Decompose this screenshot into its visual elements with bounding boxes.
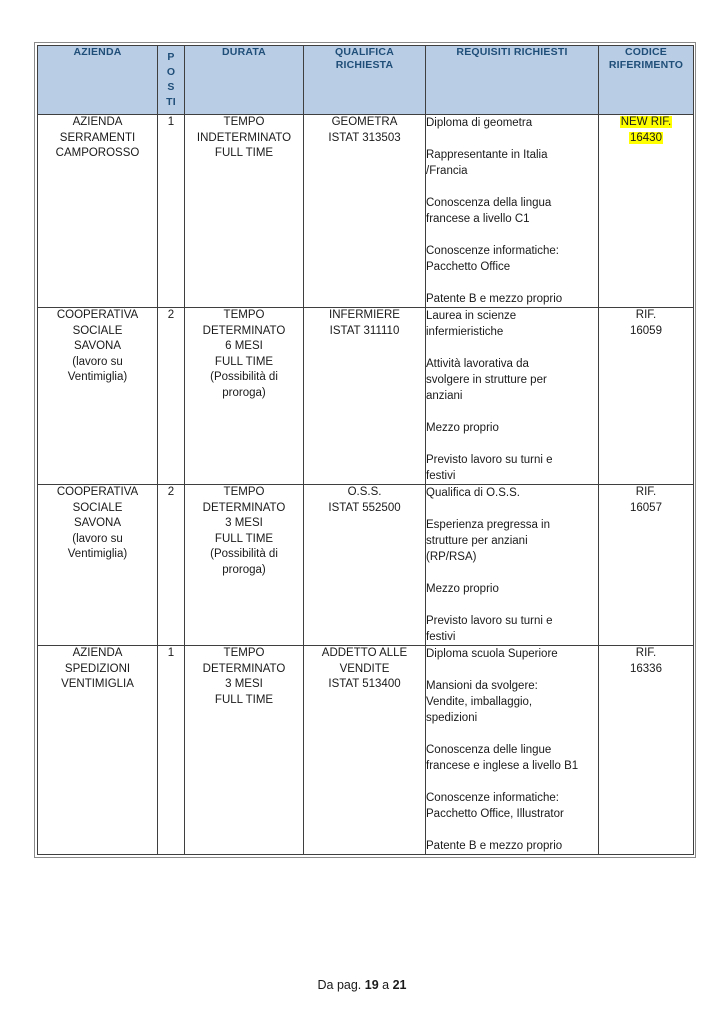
reference-code-line-1: RIF. (635, 647, 657, 659)
requirement-line-3-2: francese a livello C1 (426, 213, 530, 225)
column-header-posti (158, 46, 185, 115)
cell-azienda (38, 646, 158, 855)
column-header-posti-letter-2: O (166, 66, 176, 78)
qualification-line-1: GEOMETRA (331, 116, 398, 128)
company-name-line-1: AZIENDA (72, 116, 123, 128)
contract-duration-line-3: 6 MESI (225, 340, 263, 352)
cell-requisiti (426, 308, 599, 485)
qualification-line-2: ISTAT 313503 (328, 131, 401, 144)
requirement-group (426, 838, 598, 854)
requirement-line-2-1: Esperienza pregressa in (426, 519, 551, 531)
table-header (38, 46, 694, 115)
cell-codice (599, 485, 694, 646)
column-header-codice-line-1: CODICE (624, 46, 668, 58)
cell-posti (158, 485, 185, 646)
cell-azienda (38, 115, 158, 308)
contract-duration-line-5: (Possibilità di (210, 548, 278, 560)
requirement-line-4-2: festivi (426, 470, 456, 482)
qualification-line-2: ISTAT 311110 (329, 324, 400, 337)
requirement-line-4-1: Conoscenze informatiche: (426, 245, 559, 257)
cell-durata (185, 308, 304, 485)
requirement-line-2-3: anziani (426, 390, 463, 402)
column-header-requisiti-label: REQUISITI RICHIESTI (456, 46, 568, 58)
requirement-line-2-2: /Francia (426, 165, 468, 177)
company-name-line-1: COOPERATIVA (56, 486, 139, 498)
qualification-line-1: INFERMIERE (329, 309, 400, 321)
requirement-group (426, 646, 598, 662)
requirement-line-4-2: Pacchetto Office, Illustrator (426, 808, 564, 820)
requirement-line-2-2: Vendite, imballaggio, (426, 696, 533, 708)
page-footer (0, 978, 724, 992)
reference-code-line-1 (599, 115, 693, 131)
company-name-line-5: Ventimiglia) (67, 548, 128, 560)
cell-requisiti (426, 115, 599, 308)
table-row (38, 115, 694, 308)
requirement-line-1-1: Diploma scuola Superiore (426, 648, 558, 660)
contract-duration-line-4: FULL TIME (214, 355, 274, 368)
reference-code-line-2: 16059 (630, 324, 662, 337)
reference-code-line-2: 16336 (630, 662, 662, 675)
contract-duration-line-2: DETERMINATO (202, 324, 286, 337)
table-body (38, 115, 694, 855)
requirement-group (426, 420, 598, 436)
contract-duration-line-1: TEMPO (223, 647, 265, 659)
requirement-line-1-1: Qualifica di O.S.S. (426, 487, 520, 499)
reference-code-line-1: RIF. (635, 486, 657, 498)
company-name-line-3: VENTIMIGLIA (61, 678, 134, 690)
company-name-line-5: Ventimiglia) (67, 371, 128, 383)
requirement-line-5-1: Patente B e mezzo proprio (426, 293, 563, 305)
company-name-line-4: (lavoro su (72, 355, 123, 368)
contract-duration-line-2: DETERMINATO (202, 662, 286, 675)
requirement-group (426, 356, 598, 404)
contract-duration-line-1: TEMPO (223, 309, 265, 321)
column-header-posti-stack (159, 50, 183, 110)
job-listings-table (37, 45, 694, 855)
requirement-group (426, 243, 598, 275)
contract-duration-line-5: (Possibilità di (210, 371, 278, 383)
requirement-line-3-1: Mezzo proprio (426, 422, 499, 434)
requirement-line-4-1: Previsto lavoro su turni e (426, 454, 553, 466)
positions-count: 2 (167, 309, 175, 321)
cell-requisiti (426, 646, 599, 855)
contract-duration-line-2: INDETERMINATO (196, 131, 292, 144)
company-name-line-1: COOPERATIVA (56, 309, 139, 321)
company-name-line-2: SOCIALE (72, 324, 123, 337)
table-row (38, 308, 694, 485)
contract-duration-line-3: 3 MESI (225, 517, 263, 529)
company-name-line-3: SAVONA (73, 340, 122, 352)
requirement-line-1-1: Laurea in scienze (426, 310, 517, 322)
contract-duration-line-3: FULL TIME (214, 147, 274, 159)
requirement-line-5-1: Patente B e mezzo proprio (426, 840, 563, 852)
column-header-posti-letter-1: P (167, 51, 175, 63)
requirement-line-2-3: spedizioni (426, 712, 478, 724)
cell-durata (185, 485, 304, 646)
company-name-line-1: AZIENDA (72, 647, 123, 659)
column-header-codice-line-2: RIFERIMENTO (608, 59, 684, 71)
requirement-group (426, 581, 598, 597)
cell-codice (599, 646, 694, 855)
company-name-line-3: SAVONA (73, 517, 122, 529)
requirement-group (426, 517, 598, 565)
positions-count: 2 (167, 486, 175, 498)
cell-posti (158, 115, 185, 308)
requirement-line-2-3: (RP/RSA) (426, 551, 477, 563)
company-name-line-2: SPEDIZIONI (64, 662, 131, 675)
table-row (38, 485, 694, 646)
reference-code-line-2: 16057 (630, 501, 662, 514)
requirement-group (426, 195, 598, 227)
cell-qualifica (304, 646, 426, 855)
requirement-line-3-1: Conoscenza delle lingue (426, 744, 552, 756)
company-name-line-3: CAMPOROSSO (55, 147, 140, 159)
column-header-durata (185, 46, 304, 115)
highlight-marker: 16430 (630, 131, 662, 144)
column-header-posti-letter-3: S (167, 81, 175, 93)
contract-duration-line-1: TEMPO (223, 116, 265, 128)
requirement-line-1-1: Diploma di geometra (426, 117, 533, 129)
requirement-line-3-2: francese e inglese a livello B1 (426, 760, 579, 772)
requirement-line-2-2: strutture per anziani (426, 535, 528, 547)
table-row (38, 646, 694, 855)
contract-duration-line-6: proroga) (222, 563, 266, 576)
requirement-group (426, 452, 598, 484)
contract-duration-line-2: DETERMINATO (202, 501, 286, 514)
cell-posti (158, 646, 185, 855)
requirement-group (426, 291, 598, 307)
reference-code-line-1: RIF. (635, 309, 657, 321)
cell-qualifica (304, 115, 426, 308)
cell-qualifica (304, 308, 426, 485)
requirement-line-4-2: Pacchetto Office (426, 261, 511, 273)
cell-qualifica (304, 485, 426, 646)
reference-code-line-2 (599, 131, 693, 147)
requirement-line-1-2: infermieristiche (426, 326, 504, 338)
cell-durata (185, 646, 304, 855)
highlight-marker: NEW RIF. (620, 116, 672, 128)
requirement-line-3-1: Mezzo proprio (426, 583, 499, 595)
cell-requisiti (426, 485, 599, 646)
column-header-qualifica-line-2: RICHIESTA (335, 59, 394, 71)
requirement-group (426, 742, 598, 774)
requirement-line-3-1: Conoscenza della lingua (426, 197, 552, 209)
qualification-line-2: VENDITE (339, 662, 390, 675)
qualification-line-1: O.S.S. (347, 486, 382, 498)
cell-azienda (38, 485, 158, 646)
qualification-line-3: ISTAT 513400 (328, 678, 401, 690)
requirement-line-2-1: Rappresentante in Italia (426, 149, 548, 161)
requirement-group (426, 485, 598, 501)
column-header-qualifica (304, 46, 426, 115)
column-header-posti-letter-4: TI (166, 96, 176, 108)
cell-azienda (38, 308, 158, 485)
column-header-azienda-label: AZIENDA (73, 46, 122, 58)
qualification-line-2: ISTAT 552500 (328, 501, 401, 514)
column-header-codice (599, 46, 694, 115)
company-name-line-2: SOCIALE (72, 501, 123, 514)
requirement-group (426, 308, 598, 340)
contract-duration-line-3: 3 MESI (225, 678, 263, 690)
requirement-group (426, 147, 598, 179)
column-header-azienda (38, 46, 158, 115)
contract-duration-line-4: FULL TIME (214, 532, 274, 545)
cell-posti (158, 308, 185, 485)
footer-from-page: 19 (364, 978, 379, 992)
company-name-line-2: SERRAMENTI (59, 131, 136, 144)
footer-prefix: Da pag. (317, 978, 365, 992)
contract-duration-line-6: proroga) (222, 386, 266, 399)
qualification-line-1: ADDETTO ALLE (321, 647, 408, 659)
contract-duration-line-1: TEMPO (223, 486, 265, 498)
cell-codice (599, 308, 694, 485)
requirement-line-4-2: festivi (426, 631, 456, 643)
cell-durata (185, 115, 304, 308)
requirement-line-2-1: Attività lavorativa da (426, 358, 529, 370)
requirement-line-4-1: Previsto lavoro su turni e (426, 615, 553, 627)
column-header-qualifica-line-1: QUALIFICA (335, 46, 394, 58)
requirement-group (426, 613, 598, 645)
contract-duration-line-4: FULL TIME (214, 693, 274, 706)
positions-count: 1 (167, 647, 175, 659)
requirement-group (426, 115, 598, 131)
job-listings-table-container (34, 42, 696, 858)
requirement-line-2-1: Mansioni da svolgere: (426, 680, 538, 692)
positions-count: 1 (167, 116, 175, 128)
column-header-requisiti (426, 46, 599, 115)
footer-to-page: 21 (392, 978, 407, 992)
requirement-line-4-1: Conoscenze informatiche: (426, 792, 559, 804)
footer-middle: a (378, 978, 393, 992)
requirement-group (426, 678, 598, 726)
table-header-row (38, 46, 694, 115)
requirement-group (426, 790, 598, 822)
company-name-line-4: (lavoro su (72, 532, 123, 545)
column-header-durata-label: DURATA (222, 46, 266, 58)
cell-codice (599, 115, 694, 308)
requirement-line-2-2: svolgere in strutture per (426, 374, 547, 386)
